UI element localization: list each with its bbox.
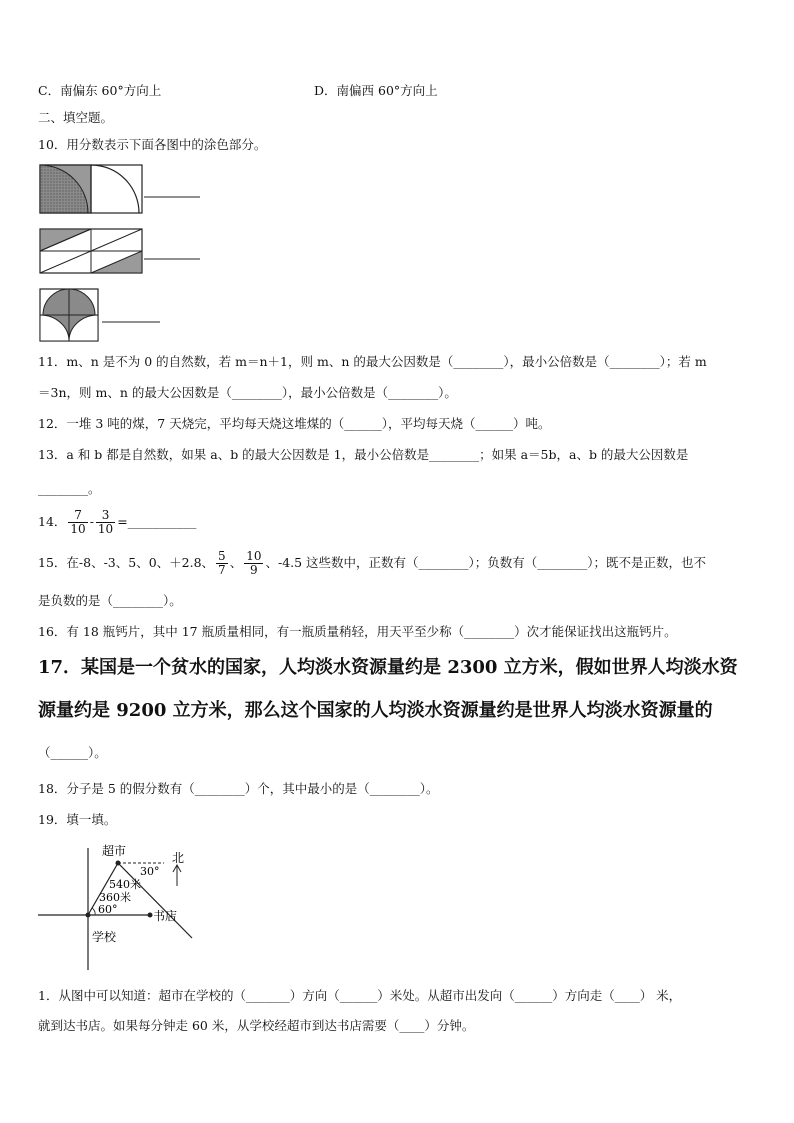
q14-label: 14． [38, 514, 67, 529]
question-17-line1: 17．某国是一个贫水的国家，人均淡水资源量约是 2300 立方米，假如世界人均淡水资 [38, 657, 738, 678]
q15-fraction-2: $\frac{10}{9}$ [246, 549, 262, 577]
section-title: 二、填空题。 [38, 110, 114, 125]
question-13-line2: ________。 [38, 481, 101, 496]
question-19: 19．填一填。 [38, 812, 117, 827]
label-angle-30: 30° [140, 865, 160, 878]
figure-2-triangles [38, 227, 204, 275]
q14-fraction-2: $\frac{3}{10}$ [97, 508, 114, 536]
q14-fraction-1: $\frac{7}{10}$ [70, 508, 86, 536]
label-school: 学校 [92, 930, 117, 944]
question-11-line1: 11．m、n 是不为 0 的自然数，若 m＝n＋1，则 m、n 的最大公因数是（________），最小公倍数是（________）；若 m [38, 354, 707, 369]
question-11-line2: ＝3n，则 m、n 的最大公因数是（________），最小公倍数是（________）。 [38, 385, 457, 400]
q15-fraction-1: $\frac{5}{7}$ [218, 549, 226, 577]
label-angle-60: 60° [98, 903, 118, 916]
question-15-line2: 是负数的是（________）。 [38, 593, 182, 608]
label-540m: 540米 [109, 878, 141, 891]
direction-map [36, 838, 216, 972]
question-14 [38, 505, 196, 539]
label-north: 北 [172, 851, 185, 865]
question-15-line1: 15．在-8、-3、5、0、＋2.8、 $\frac{5}{7}$ 、 $\frac{10}{9}$ 、-4.5 这些数中，正数有（________）；负数有（________）；既不是正数，也不 [38, 549, 707, 577]
question-19-sub1-line1: 1．从图中可以知道：超市在学校的（_______）方向（______）米处。从超市出发向（______）方向走（____） 米， [38, 988, 682, 1003]
label-supermarket: 超市 [102, 844, 127, 858]
q14-minus: - [89, 514, 94, 529]
option-d: D．南偏西 60°方向上 [314, 83, 438, 98]
question-16: 16．有 18 瓶钙片，其中 17 瓶质量相同，有一瓶质量稍轻，用天平至少称（________）次才能保证找出这瓶钙片。 [38, 624, 677, 639]
label-360m: 360米 [99, 891, 131, 904]
question-19-sub1-line2: 就到达书店。如果每分钟走 60 米，从学校经超市到达书店需要（____）分钟。 [38, 1018, 475, 1033]
question-13-line1: 13．a 和 b 都是自然数，如果 a、b 的最大公因数是 1，最小公倍数是________；如果 a＝5b，a、b 的最大公因数是 [38, 447, 689, 462]
figure-1-quarter-circles [38, 163, 204, 215]
question-18: 18．分子是 5 的假分数有（________）个，其中最小的是（________）。 [38, 781, 439, 796]
q14-answer-blank: =___________ [117, 514, 197, 529]
question-10: 10．用分数表示下面各图中的涂色部分。 [38, 137, 267, 152]
option-c: C．南偏东 60°方向上 [38, 83, 162, 98]
label-bookstore: 书店 [153, 909, 178, 923]
question-17-line2: 源量约是 9200 立方米，那么这个国家的人均淡水资源量约是世界人均淡水资源量的 [38, 700, 713, 721]
question-12: 12．一堆 3 吨的煤，7 天烧完，平均每天烧这堆煤的（______），平均每天烧（______）吨。 [38, 416, 551, 431]
question-17-line3: （______）。 [38, 745, 107, 760]
figure-3-circle-square [38, 287, 164, 343]
